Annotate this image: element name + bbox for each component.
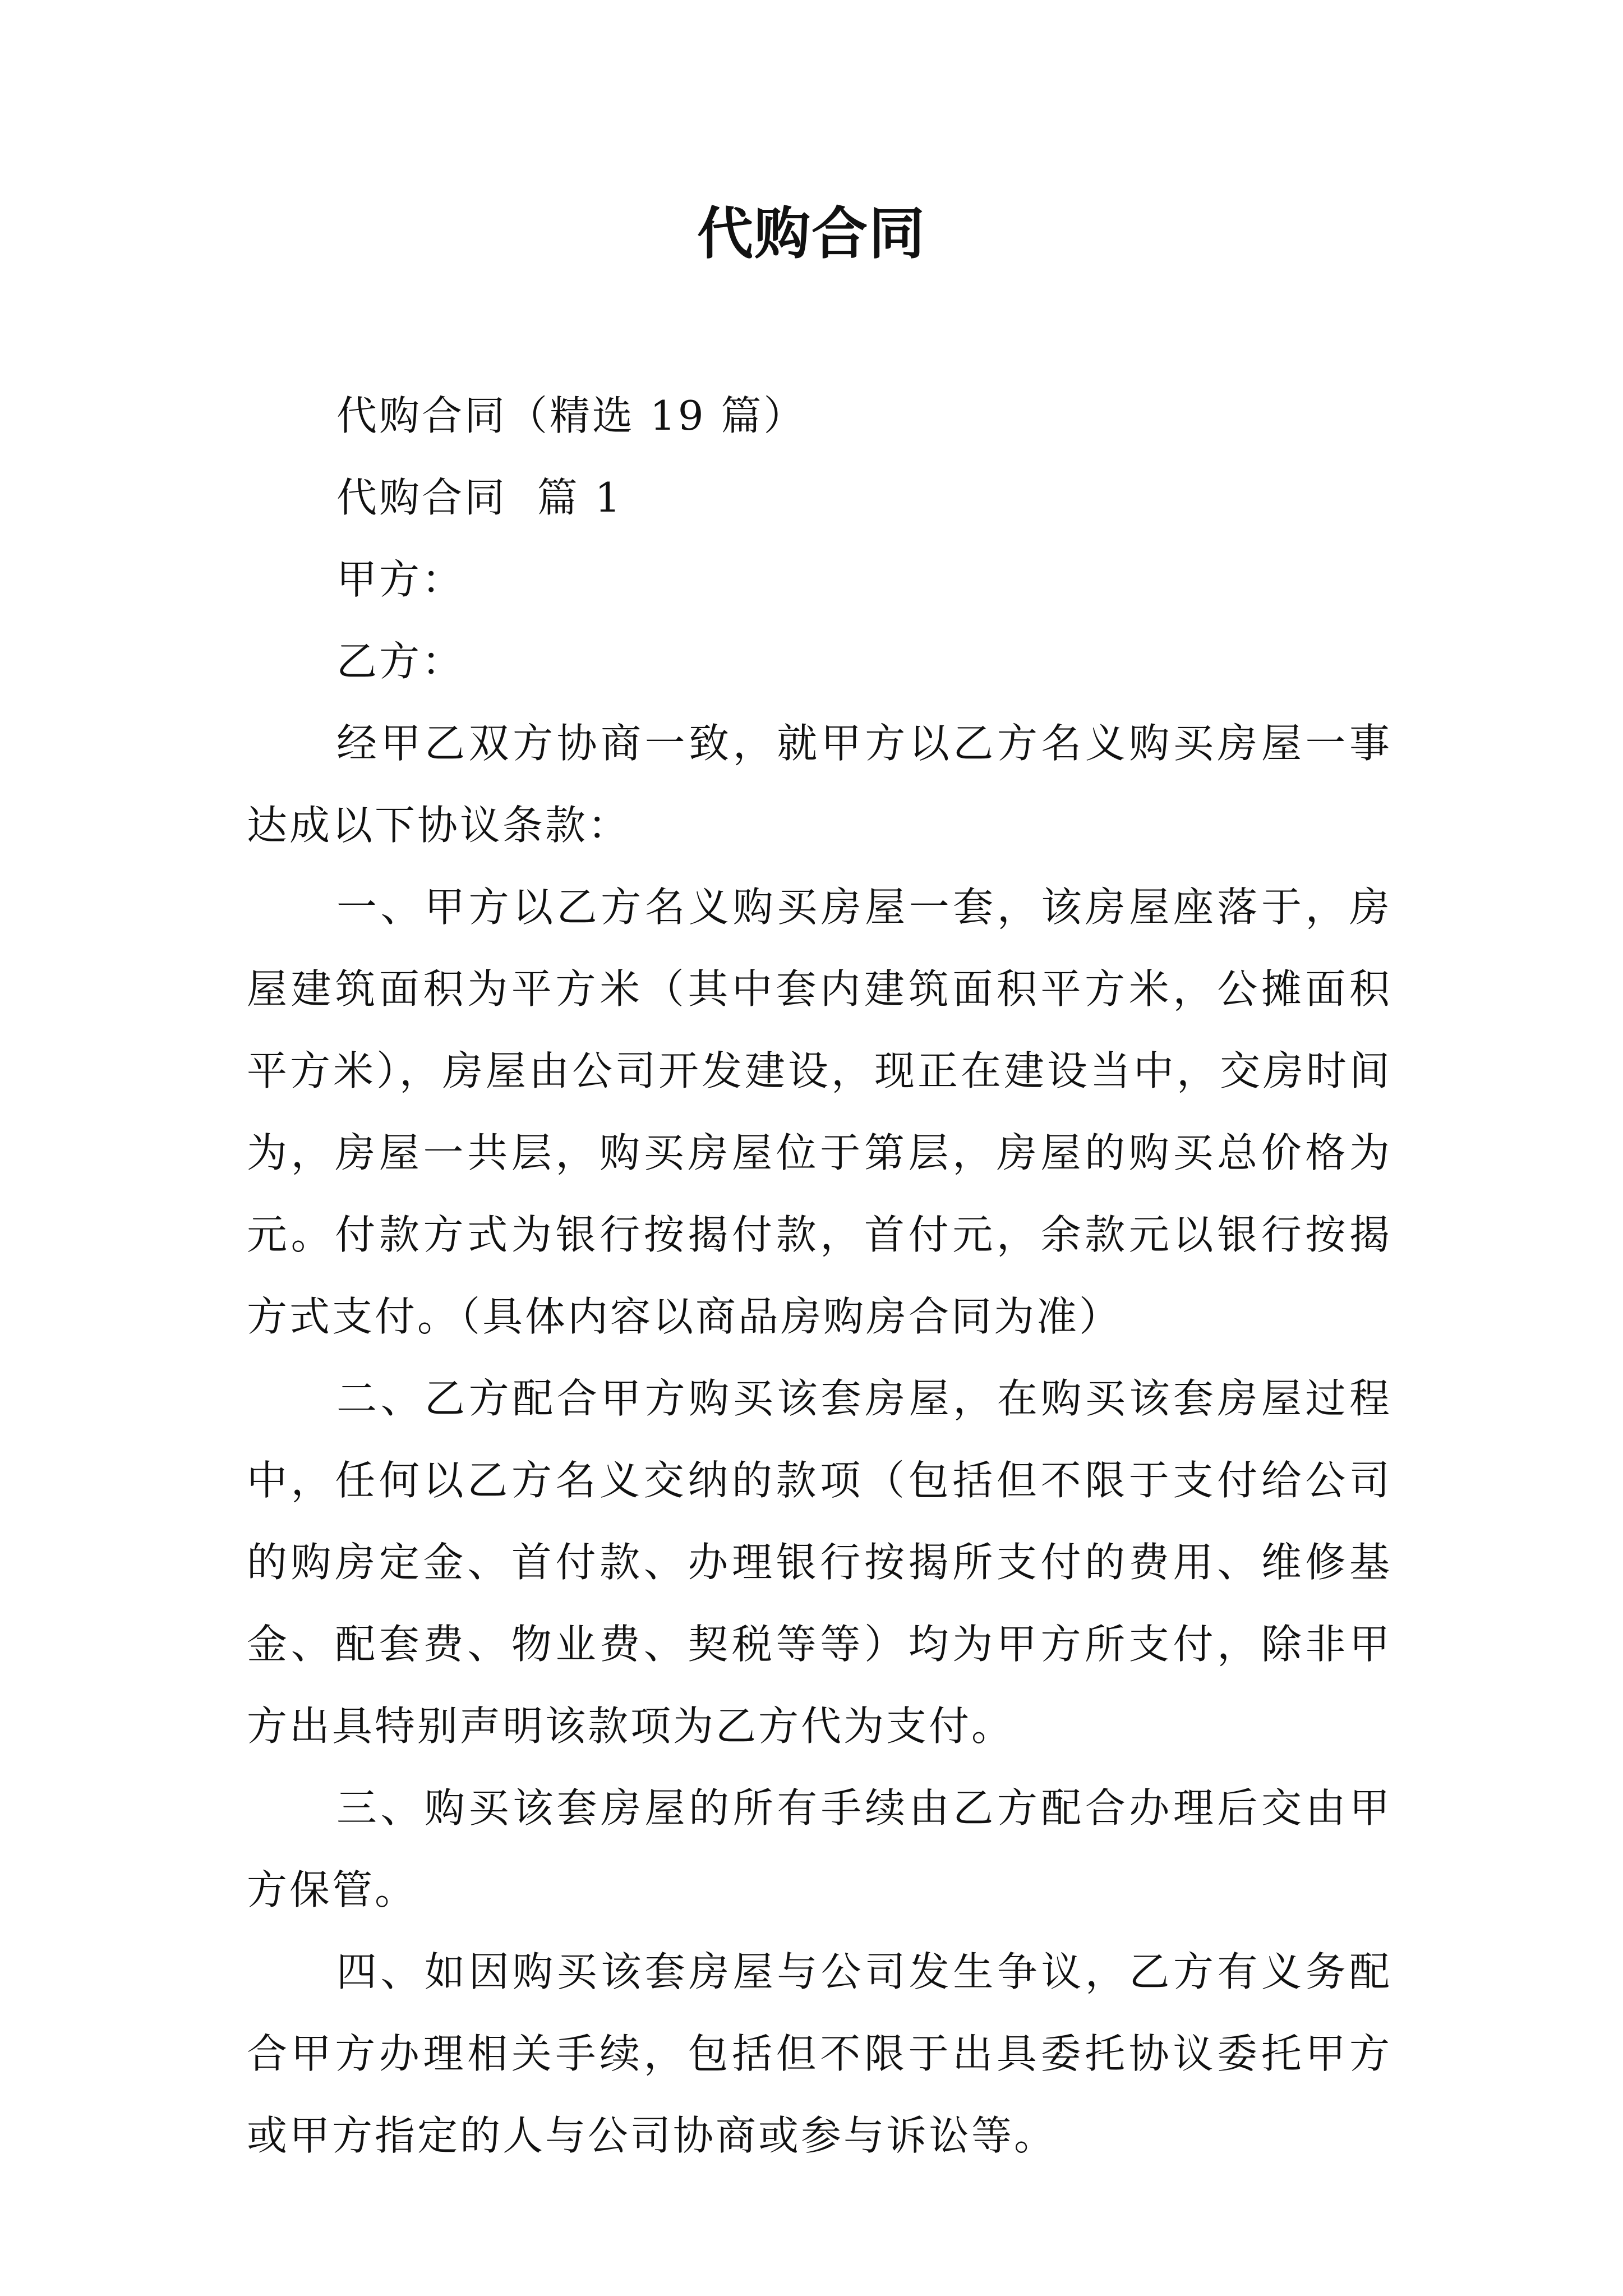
- clause-1-paragraph: 一、甲方以乙方名义购买房屋一套，该房屋座落于，房屋建筑面积为平方米（其中套内建筑面积平方米，公摊面积平方米），房屋由公司开发建设，现正在建设当中，交房时间为，房屋一共层，购买房屋位于第层，房屋的购买总价格为元。付款方式为银行按揭付款，首付元，余款元以银行按揭方式支付。（具体内容以商品房购房合同为准）: [247, 884, 1392, 1340]
- party-b-line: 乙方：: [336, 638, 465, 685]
- document-title: 代购合同: [697, 201, 926, 266]
- preamble-paragraph: 经甲乙双方协商一致，就甲方以乙方名义购买房屋一事达成以下协议条款：: [247, 720, 1392, 849]
- clause-3-paragraph: 三、购买该套房屋的所有手续由乙方配合办理后交由甲方保管。: [247, 1784, 1392, 1913]
- clause-4-paragraph: 四、如因购买该套房屋与公司发生争议，乙方有义务配合甲方办理相关手续，包括但不限于出具委托协议委托甲方或甲方指定的人与公司协商或参与诉讼等。: [247, 1948, 1392, 2159]
- party-a-line: 甲方：: [336, 556, 465, 603]
- clause-2-paragraph: 二、乙方配合甲方购买该套房屋，在购买该套房屋过程中，任何以乙方名义交纳的款项（包括但不限于支付给公司的购房定金、首付款、办理银行按揭所支付的费用、维修基金、配套费、物业费、契税等等）均为甲方所支付，除非甲方出具特别声明该款项为乙方代为支付。: [247, 1375, 1392, 1750]
- section-heading-paragraph: 代购合同 篇 1: [336, 474, 623, 521]
- subtitle-paragraph: 代购合同（精选 19 篇）: [336, 392, 806, 439]
- document-body: [247, 375, 1392, 2177]
